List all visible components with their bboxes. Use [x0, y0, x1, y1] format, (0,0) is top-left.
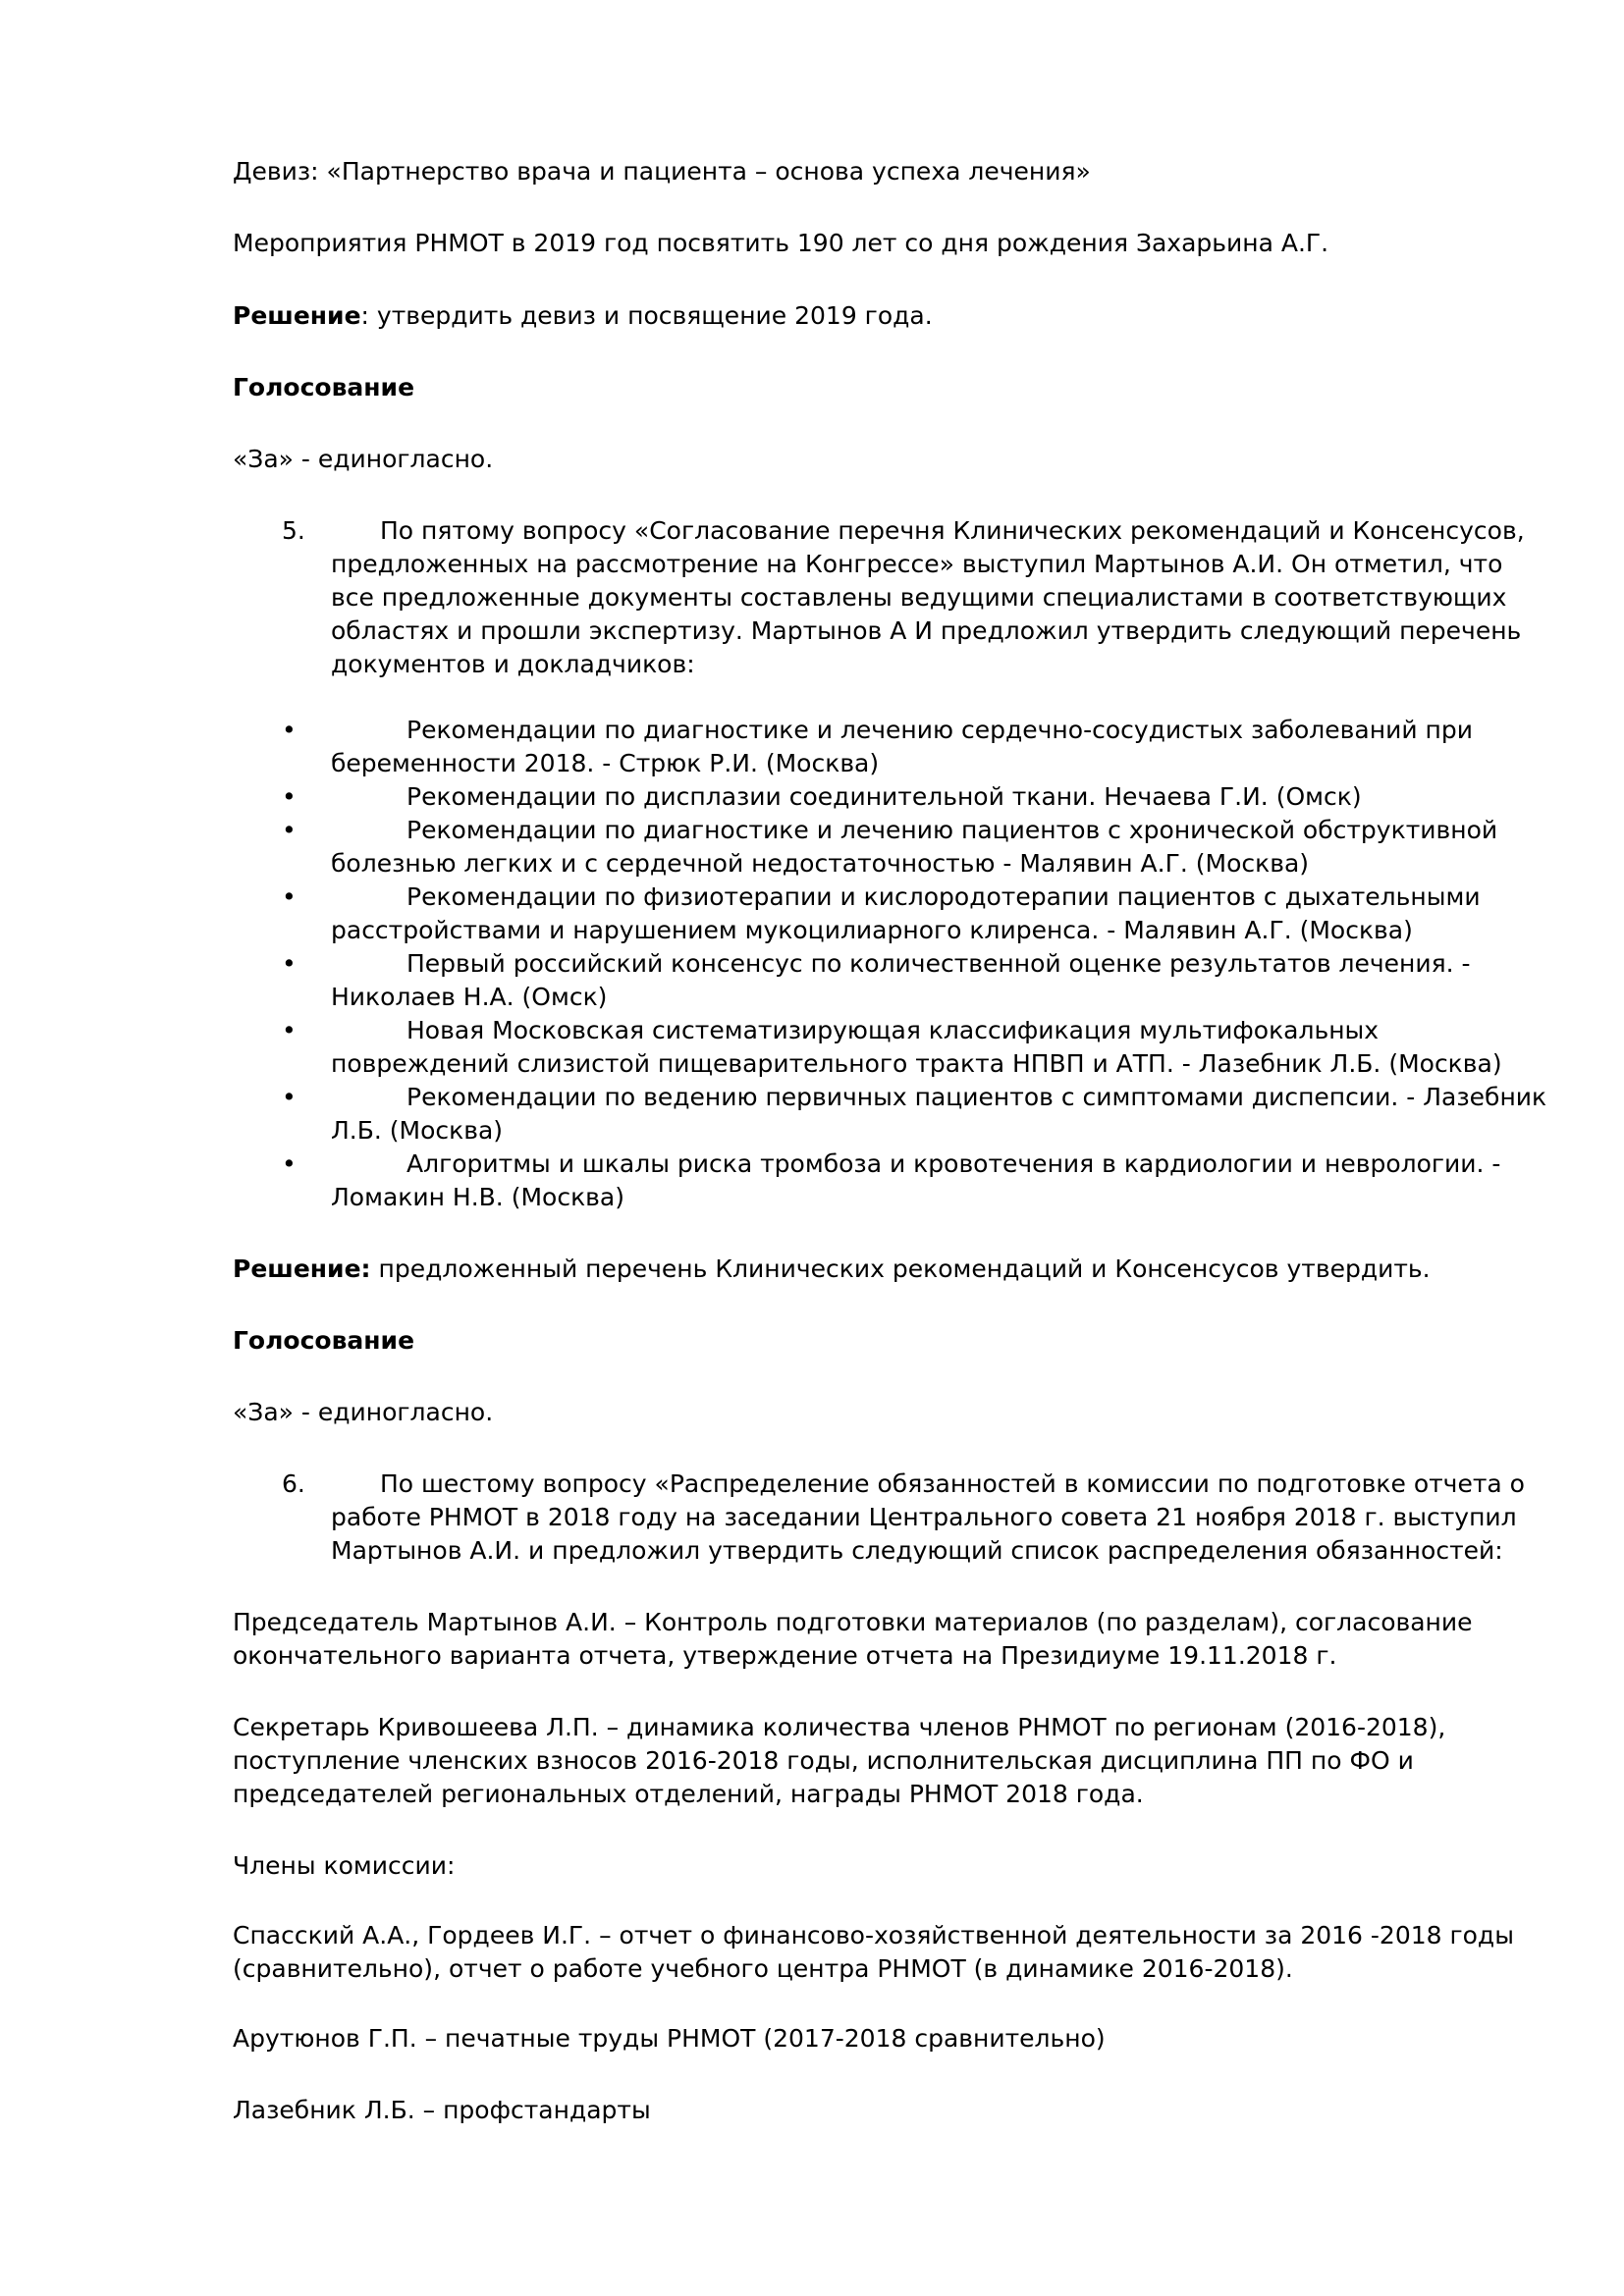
decision-label: Решение	[233, 301, 361, 330]
item-text-line: работе РНМОТ в 2018 году на заседании Центрального совета 21 ноября 2018 г. выступил	[331, 1503, 1517, 1531]
item-text-line: документов и докладчиков:	[331, 650, 695, 678]
list-item-line: Л.Б. (Москва)	[331, 1116, 504, 1145]
bullet-icon: •	[282, 782, 297, 811]
list-item	[233, 814, 1548, 881]
motto-line: Девиз: «Партнерство врача и пациента – основа успеха лечения»	[233, 157, 1091, 186]
vote-heading-1: Голосование	[233, 373, 415, 401]
bullet-icon: •	[282, 882, 297, 911]
list-item	[233, 780, 1548, 814]
list-item	[233, 881, 1548, 947]
decision-text: : утвердить девиз и посвящение 2019 года.	[360, 301, 933, 330]
list-item-line: Рекомендации по физиотерапии и кислородотерапии пациентов с дыхательными	[406, 882, 1481, 911]
secretary-paragraph	[233, 1711, 1445, 1811]
list-item	[233, 1014, 1548, 1081]
chairman-paragraph	[233, 1606, 1473, 1673]
paragraph-line: Секретарь Кривошеева Л.П. – динамика количества членов РНМОТ по регионам (2016-2018),	[233, 1713, 1446, 1741]
list-item-line: Рекомендации по диагностике и лечению сердечно-сосудистых заболеваний при	[406, 716, 1473, 744]
item-number: 5.	[282, 516, 305, 545]
item-text-line: По шестому вопросу «Распределение обязанностей в комиссии по подготовке отчета о	[380, 1469, 1525, 1498]
item-number: 6.	[282, 1469, 305, 1498]
item-text-line: областях и прошли экспертизу. Мартынов А И предложил утвердить следующий перечень	[331, 616, 1522, 645]
list-item-line: повреждений слизистой пищеварительного тракта НПВП и АТП. - Лазебник Л.Б. (Москва)	[331, 1049, 1502, 1078]
list-item-line: беременности 2018. - Стрюк Р.И. (Москва)	[331, 749, 880, 777]
bullet-icon: •	[282, 1149, 297, 1178]
decision-text: предложенный перечень Клинических рекомендаций и Консенсусов утвердить.	[370, 1255, 1431, 1283]
agenda-item-6	[233, 1468, 1539, 1568]
vote-result-1: «За» - единогласно.	[233, 445, 494, 473]
paragraph-line: председателей региональных отделений, награды РНМОТ 2018 года.	[233, 1780, 1144, 1808]
item-text-line: Мартынов А.И. и предложил утвердить следующий список распределения обязанностей:	[331, 1536, 1503, 1565]
dedication-line: Мероприятия РНМОТ в 2019 год посвятить 190 лет со дня рождения Захарьина А.Г.	[233, 229, 1329, 257]
paragraph-line: Спасский А.А., Гордеев И.Г. – отчет о финансово-хозяйственной деятельности за 2016 -2018 годы	[233, 1921, 1514, 1949]
item-text-line: предложенных на рассмотрение на Конгрессе» выступил Мартынов А.И. Он отметил, что	[331, 550, 1503, 578]
list-item-line: Алгоритмы и шкалы риска тромбоза и кровотечения в кардиологии и неврологии. -	[406, 1149, 1501, 1178]
list-item-line: Ломакин Н.В. (Москва)	[331, 1183, 624, 1211]
vote-heading-2: Голосование	[233, 1326, 415, 1355]
recommendations-list	[233, 714, 1548, 1214]
member-paragraph	[233, 1919, 1514, 1986]
members-heading: Члены комиссии:	[233, 1851, 456, 1880]
bullet-icon: •	[282, 949, 297, 978]
item-text-line: По пятому вопросу «Согласование перечня Клинических рекомендаций и Консенсусов,	[380, 516, 1525, 545]
paragraph-line: поступление членских взносов 2016-2018 годы, исполнительская дисциплина ПП по ФО и	[233, 1746, 1414, 1775]
list-item	[233, 1148, 1548, 1214]
bullet-icon: •	[282, 1016, 297, 1044]
list-item-line: Первый российский консенсус по количественной оценке результатов лечения. -	[406, 949, 1471, 978]
decision-2	[233, 1253, 1431, 1286]
list-item-line: Новая Московская систематизирующая классификация мультифокальных	[406, 1016, 1380, 1044]
list-item	[233, 714, 1548, 780]
bullet-icon: •	[282, 716, 297, 744]
list-item-line: расстройствами и нарушением мукоцилиарного клиренса. - Малявин А.Г. (Москва)	[331, 916, 1413, 944]
decision-1	[233, 299, 933, 333]
list-item	[233, 947, 1548, 1014]
bullet-icon: •	[282, 816, 297, 844]
list-item-line: Рекомендации по дисплазии соединительной ткани. Нечаева Г.И. (Омск)	[406, 782, 1362, 811]
vote-result-2: «За» - единогласно.	[233, 1398, 494, 1426]
list-item	[233, 1081, 1548, 1148]
agenda-item-5	[233, 514, 1539, 681]
paragraph-line: Председатель Мартынов А.И. – Контроль подготовки материалов (по разделам), согласование	[233, 1608, 1473, 1636]
bullet-icon: •	[282, 1083, 297, 1111]
paragraph-line: окончательного варианта отчета, утверждение отчета на Президиуме 19.11.2018 г.	[233, 1641, 1337, 1670]
item-text-line: все предложенные документы составлены ведущими специалистами в соответствующих	[331, 583, 1507, 612]
member-paragraph: Арутюнов Г.П. – печатные труды РНМОТ (2017-2018 сравнительно)	[233, 2024, 1106, 2053]
list-item-line: Рекомендации по диагностике и лечению пациентов с хронической обструктивной	[406, 816, 1498, 844]
member-paragraph: Лазебник Л.Б. – профстандарты	[233, 2096, 651, 2124]
list-item-line: Рекомендации по ведению первичных пациентов с симптомами диспепсии. - Лазебник	[406, 1083, 1547, 1111]
paragraph-line: (сравнительно), отчет о работе учебного центра РНМОТ (в динамике 2016-2018).	[233, 1954, 1293, 1983]
list-item-line: Николаев Н.А. (Омск)	[331, 983, 608, 1011]
decision-label: Решение:	[233, 1255, 371, 1283]
list-item-line: болезнью легких и с сердечной недостаточностью - Малявин А.Г. (Москва)	[331, 849, 1310, 878]
